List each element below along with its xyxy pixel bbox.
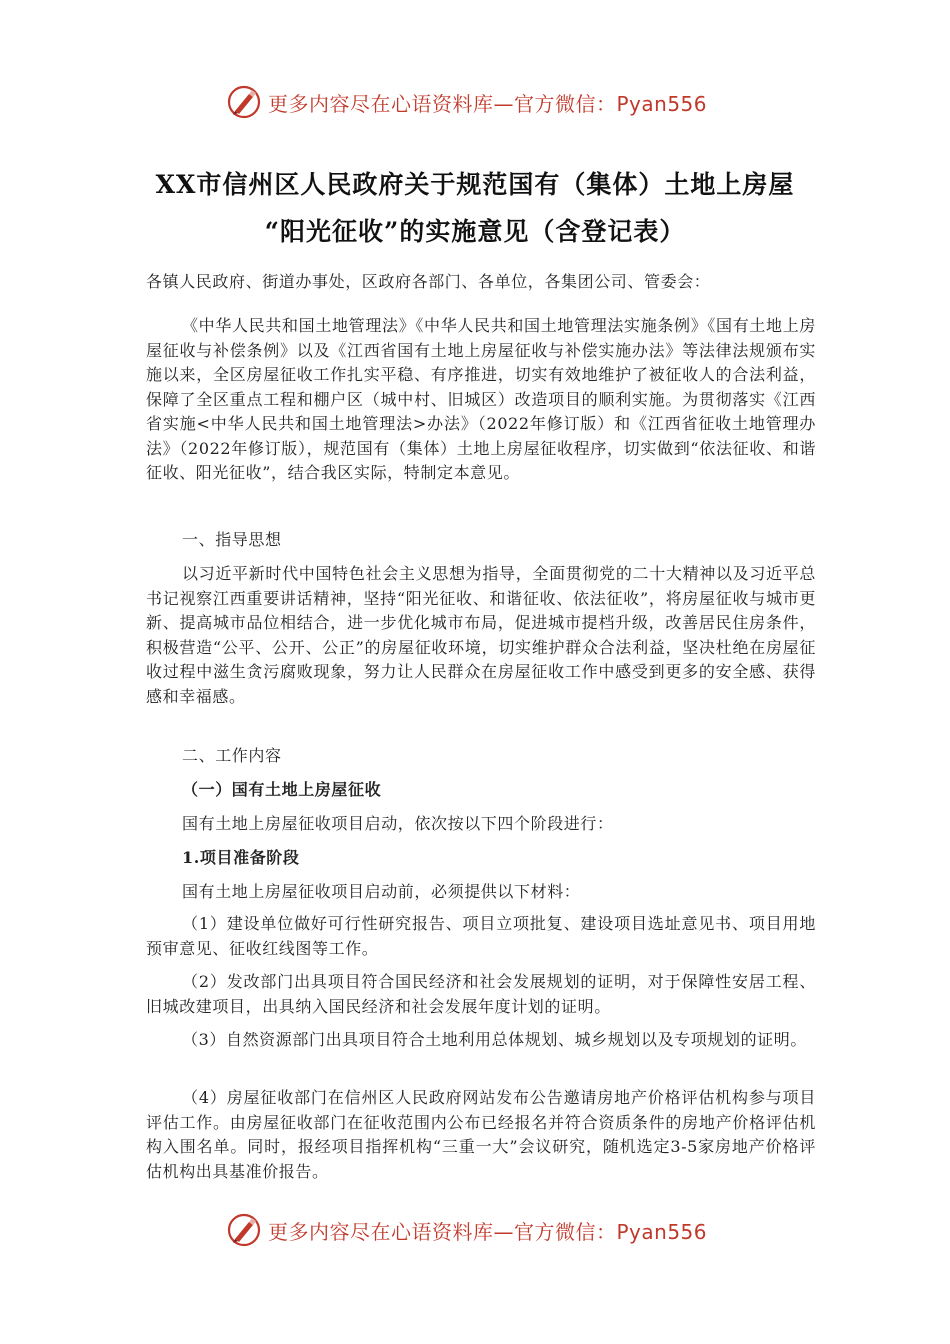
watermark-banner-bottom [226, 1210, 707, 1250]
subheading-state-land: （一）国有土地上房屋征收 [182, 780, 382, 799]
item-2: （2）发改部门出具项目符合国民经济和社会发展规划的证明，对于保障性安居工程、旧城改建项目，出具纳入国民经济和社会发展年度计划的证明。 [146, 972, 816, 1016]
guiding-thought-paragraph: 以习近平新时代中国特色社会主义思想为指导，全面贯彻党的二十大精神以及习近平总书记视察江西重要讲话精神，坚持“阳光征收、和谐征收、依法征收”，将房屋征收与城市更新、提高城市品位相结合，进一步优化城市布局，促进城市提档升级，改善居民住房条件，积极营造“公平、公开、公正”的房屋征收环境，切实维护群众合法利益，坚决杜绝在房屋征收过程中滋生贪污腐败现象，努力让人民群众在房屋征收工作中感受到更多的安全感、获得感和幸福感。 [146, 564, 816, 706]
section-heading-guiding-thought: 一、指导思想 [182, 530, 282, 549]
salutation: 各镇人民政府、街道办事处，区政府各部门、各单位，各集团公司、管委会： [146, 272, 711, 291]
intro-paragraph: 《中华人民共和国土地管理法》《中华人民共和国土地管理法实施条例》《国有土地上房屋征收与补偿条例》以及《江西省国有土地上房屋征收与补偿实施办法》等法律法规颁布实施以来，全区房屋征收工作扎实平稳、有序推进，切实有效地维护了被征收人的合法利益，保障了全区重点工程和棚户区（城中村、旧城区）改造项目的顺利实施。为贯彻落实《江西省实施<中华人民共和国土地管理法>办法》（2022年修订版）和《江西省征收土地管理办法》（2022年修订版），规范国有（集体）土地上房屋征收程序，切实做到“依法征收、和谐征收、阳光征收”，结合我区实际，特制定本意见。 [146, 316, 816, 482]
stage-heading-preparation: 1.项目准备阶段 [182, 848, 300, 867]
preparation-intro: 国有土地上房屋征收项目启动前，必须提供以下材料： [182, 882, 581, 901]
state-land-intro: 国有土地上房屋征收项目启动，依次按以下四个阶段进行： [182, 814, 614, 833]
watermark-text: 更多内容尽在心语资料库—官方微信：Pyan556 [268, 91, 708, 116]
watermark-text: 更多内容尽在心语资料库—官方微信：Pyan556 [268, 1219, 708, 1244]
section-heading-work-content: 二、工作内容 [182, 746, 282, 765]
pen-logo-icon [226, 84, 262, 120]
item-3: （3）自然资源部门出具项目符合土地利用总体规划、城乡规划以及专项规划的证明。 [182, 1030, 807, 1049]
item-4: （4）房屋征收部门在信州区人民政府网站发布公告邀请房地产价格评估机构参与项目评估工作。由房屋征收部门在征收范围内公布已经报名并符合资质条件的房地产价格评估机构入围名单。同时，报经项目指挥机构“三重一大”会议研究，随机选定3-5家房地产价格评估机构出具基准价报告。 [146, 1088, 816, 1181]
pen-logo-icon [226, 1212, 262, 1248]
document-title-line-2: “阳光征收”的实施意见（含登记表） [264, 217, 686, 246]
item-1: （1）建设单位做好可行性研究报告、项目立项批复、建设项目选址意见书、项目用地预审意见、征收红线图等工作。 [146, 914, 816, 958]
document-title-line-1: XX市信州区人民政府关于规范国有（集体）土地上房屋 [155, 170, 795, 199]
watermark-banner-top [226, 82, 707, 122]
